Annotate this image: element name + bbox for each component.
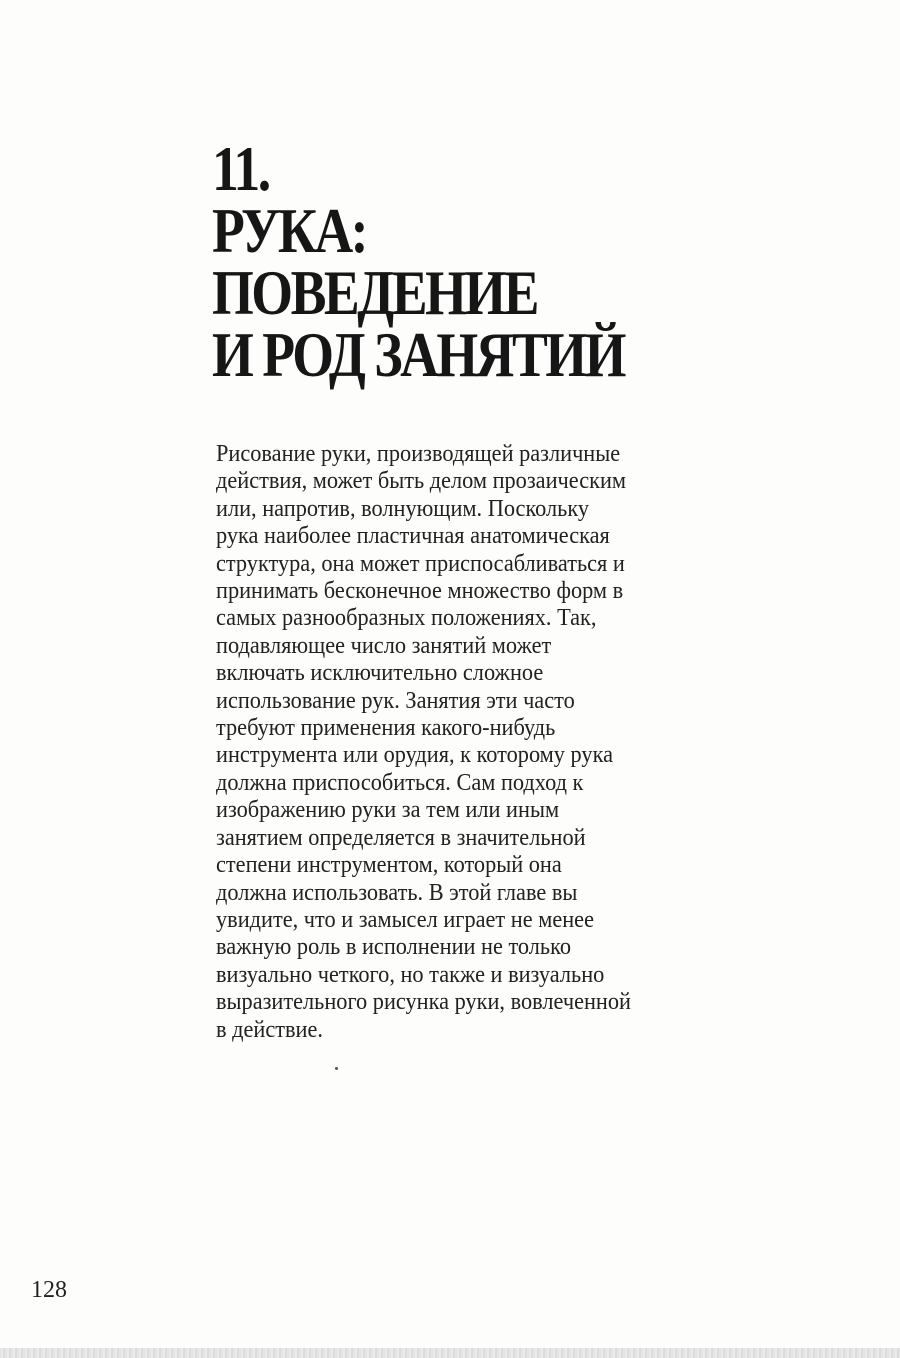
scan-edge-strip — [0, 1348, 900, 1358]
intro-line: включать исключительно сложное — [216, 660, 544, 687]
intro-line: выразительного рисунка руки, вовлеченной — [216, 989, 631, 1016]
scan-speck — [335, 1067, 338, 1070]
intro-line: Рисование руки, производящей различные — [216, 441, 621, 467]
intro-line: важную роль в исполнении не только — [216, 934, 571, 961]
intro-line: в действие. — [216, 1016, 323, 1043]
chapter-title-line-2: ПОВЕДЕНИЕ — [212, 257, 538, 328]
intro-line: самых разнообразных положениях. Так, — [216, 605, 597, 632]
intro-line: должна использовать. В этой главе вы — [216, 879, 578, 906]
intro-line: требуют применения какого-нибудь — [216, 715, 556, 742]
intro-line: инструмента или орудия, к которому рука — [216, 742, 613, 769]
intro-line: должна приспособиться. Сам подход к — [216, 769, 584, 796]
intro-line: использование рук. Занятия эти часто — [216, 687, 575, 714]
intro-line: или, напротив, волнующим. Поскольку — [216, 495, 590, 522]
intro-line: действия, может быть делом прозаическим — [216, 468, 627, 495]
intro-line: рука наиболее пластичная анатомическая — [216, 523, 610, 550]
intro-line: принимать бесконечное множество форм в — [216, 578, 624, 605]
intro-line: занятием определяется в значительной — [216, 824, 586, 851]
intro-line: увидите, что и замысел играет не менее — [216, 906, 595, 933]
chapter-heading — [212, 133, 682, 390]
chapter-title-line-1: РУКА: — [212, 195, 367, 266]
intro-line: структура, она может приспосабливаться и — [216, 550, 625, 577]
intro-line: степени инструментом, который она — [216, 852, 562, 879]
intro-paragraph — [216, 441, 736, 1044]
intro-line: визуально четкого, но также и визуально — [216, 961, 605, 988]
intro-line: изображению руки за тем или иным — [216, 797, 560, 824]
page-number: 128 — [31, 1277, 67, 1303]
chapter-title-line-3: И РОД ЗАНЯТИЙ — [212, 319, 624, 390]
chapter-number: 11. — [212, 133, 269, 204]
intro-line: подавляющее число занятий может — [216, 632, 552, 659]
